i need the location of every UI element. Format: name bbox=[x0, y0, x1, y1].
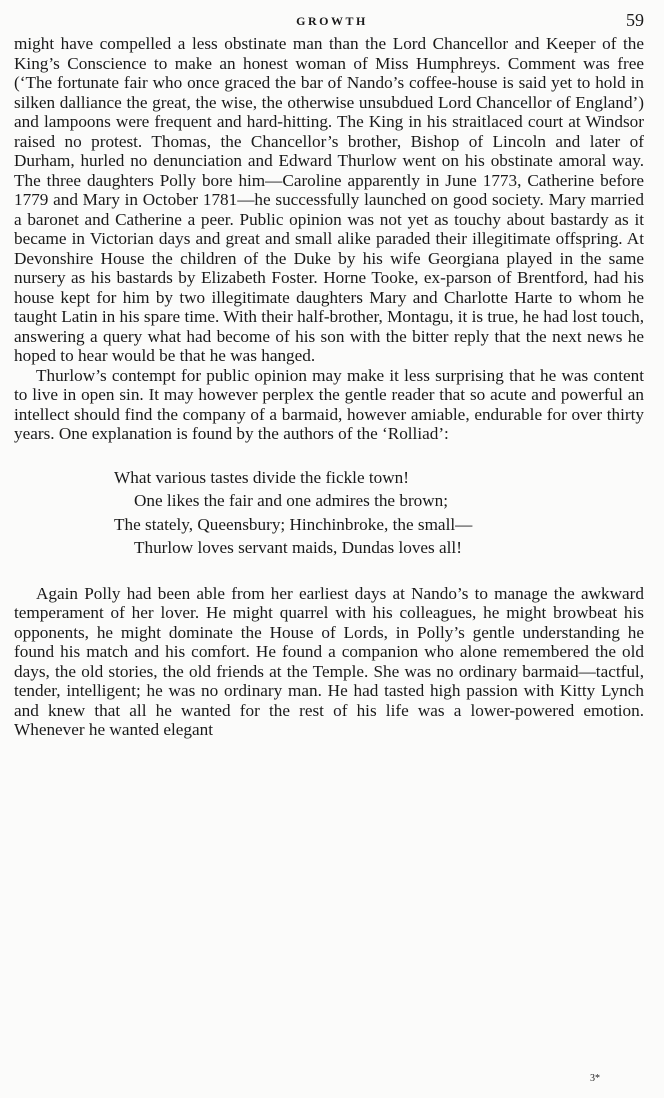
running-title: GROWTH bbox=[296, 14, 368, 28]
body-text bbox=[14, 34, 644, 740]
verse-line: One likes the fair and one admires the brown; bbox=[134, 491, 449, 510]
verse-quotation bbox=[114, 466, 644, 560]
signature-mark: 3* bbox=[590, 1073, 600, 1084]
paragraph-3: Again Polly had been able from her earliest days at Nando’s to manage the awkward temperament of her lover. He might quarrel with his colleagues, he might browbeat his opponents, he might dominate the House of Lords, in Polly’s gentle understanding he found his match and his comfort. He found a companion who alone remembered the old days, the old stories, the old friends at the Temple. She was no ordinary barmaid—tactful, tender, intelligent; he was no ordinary man. He had tasted high passion with Kitty Lynch and knew that all he wanted for the rest of his life was a lower-powered emotion. Whenever he wanted elegant bbox=[14, 583, 644, 739]
verse-line: What various tastes divide the fickle town! bbox=[114, 467, 409, 487]
verse-line: Thurlow loves servant maids, Dundas loves all! bbox=[134, 538, 462, 557]
page-number: 59 bbox=[626, 10, 644, 30]
verse-line: The stately, Queensbury; Hinchinbroke, the small— bbox=[114, 514, 473, 534]
running-head bbox=[0, 10, 664, 34]
paragraph-1: might have compelled a less obstinate man than the Lord Chancellor and Keeper of the King’s Conscience to make an honest woman of Miss Humphreys. Comment was free (‘The fortunate fair who once graced the bar of Nando’s coffee-house is said yet to hold in silken dalliance the great, the wise, the otherwise unsubdued Lord Chancellor of England’) and lampoons were frequent and hard-hitting. The King in his straitlaced court at Windsor raised no protest. Thomas, the Chancellor’s brother, Bishop of Lincoln and later of Durham, hurled no denunciation and Edward Thurlow went on his obstinate amoral way. The three daughters Polly bore him—Caroline apparently in June 1773, Catherine before 1779 and Mary in October 1781—he successfully launched on good society. Mary married a baronet and Catherine a peer. Public opinion was not yet as touchy about bastardy as it became in Victorian days and great and small alike paraded their illegitimate offspring. At Devonshire House the children of the Duke by his wife Georgiana played in the same nursery as his bastards by Elizabeth Foster. Horne Tooke, ex-parson of Brentford, had his house kept for him by two illegitimate daughters Mary and Charlotte Harte to whom he taught Latin in his spare time. With their half-brother, Montagu, it is true, he had lost touch, answering a query what had become of his son with the bitter reply that the next news he hoped to hear would be that he was hanged. bbox=[14, 34, 644, 365]
paragraph-2: Thurlow’s contempt for public opinion may make it less surprising that he was content to live in open sin. It may however perplex the gentle reader that so acute and powerful an intellect should find the company of a barmaid, however amiable, endurable for over thirty years. One explanation is found by the authors of the ‘Rolliad’: bbox=[14, 365, 644, 443]
